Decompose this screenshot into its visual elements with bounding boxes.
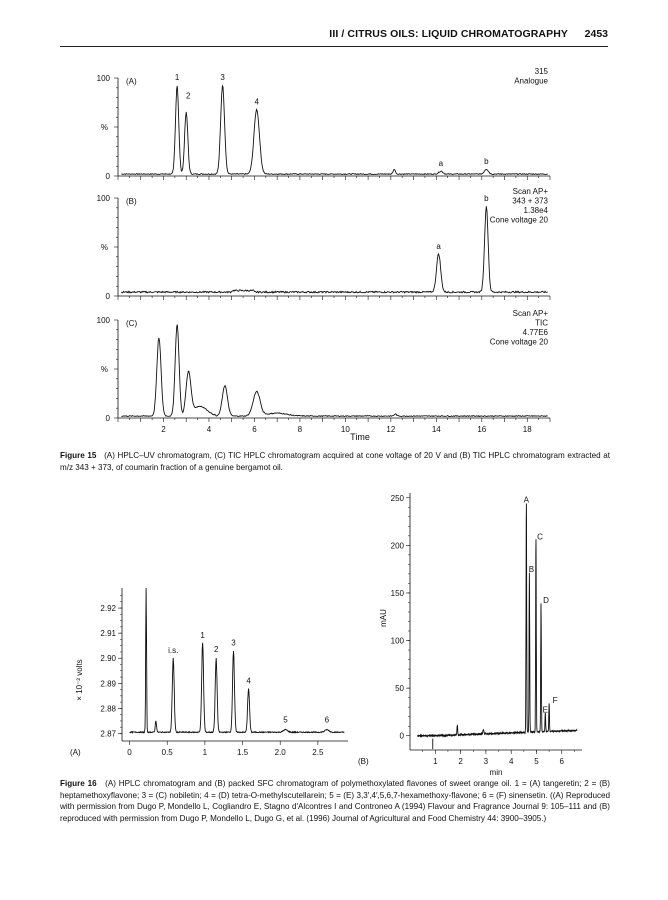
x-tick-label: 2.0 [274, 748, 286, 757]
x-tick-label: 0 [127, 748, 132, 757]
peak-label: a [438, 159, 444, 169]
peak-label: a [436, 241, 441, 251]
x-tick-label: 18 [522, 425, 532, 434]
panel-label: (A) [70, 748, 81, 757]
panel-info-line: Cone voltage 20 [489, 215, 548, 225]
x-tick-label: 6 [252, 425, 257, 434]
peak-label: 6 [324, 715, 330, 725]
figure-15-chromatograms [60, 58, 560, 446]
y-tick-label: 250 [390, 493, 404, 503]
panel-info-line: TIC [535, 318, 548, 328]
y-unit-label: % [100, 365, 108, 374]
panel-label: (B) [126, 197, 137, 206]
peak-label: 1 [200, 631, 205, 641]
header-rule [60, 46, 608, 47]
peak-label: 4 [246, 676, 251, 686]
chromatogram-trace [121, 206, 547, 293]
y-tick-label-bottom: 0 [105, 292, 110, 301]
y-tick-label-bottom: 0 [105, 414, 110, 423]
section-title: III / CITRUS OILS: LIQUID CHROMATOGRAPHY [329, 28, 568, 40]
peak-label: 3 [220, 72, 225, 82]
x-tick-label: 14 [431, 425, 441, 434]
y-unit-label: % [100, 243, 108, 252]
panel-info-line: 343 + 373 [512, 196, 548, 206]
y-axis-label: mAU [379, 609, 388, 627]
figure-15-caption [60, 450, 610, 473]
figure-16-caption-text: (A) HPLC chromatogram and (B) packed SFC chromatogram of polymethoxylated flavones of sweet orange oil. 1 = (A) tangeretin; 2 = (B) heptamethoxyflavone; 3 = (C) nobiletin; 4 = (D) tetra-O-methylscutellarein; 5 = (E) 3,3′,4′,5,6,7-hexamethoxy-flavone; 6 = (F) sinensetin. ((A) Reproduced with permission from Dugo P, Mondello L, Cogliandro E, Stagno d'Alcontres I and Controneo A (1994) Flavour and Fragrance Journal 9: 105–111 and (B) reproduced with permission from Dugo P, Mondello L, Dugo G, et al. (1996) Journal of Agricultural and Food Chemistry 44: 3900–3905.) [60, 779, 610, 823]
panel-info-line: 1.38e4 [523, 206, 548, 215]
y-tick-label: 0 [399, 731, 404, 741]
y-tick-label: 150 [390, 588, 404, 598]
figure-16b-sfc-chromatogram [350, 488, 610, 778]
x-tick-label: 6 [559, 757, 564, 766]
y-tick-label: 2.90 [100, 654, 116, 664]
x-tick-label: 2 [161, 425, 166, 434]
peak-label: 5 [283, 715, 288, 725]
page-number: 2453 [584, 28, 608, 40]
panel-c [97, 309, 550, 434]
y-tick-label: 200 [390, 541, 404, 551]
running-header [60, 28, 608, 44]
peak-label: B [528, 564, 535, 574]
peak-label: 4 [254, 97, 259, 107]
figure-16a-hplc-chromatogram [60, 580, 350, 764]
x-tick-label: 5 [534, 757, 539, 766]
peak-label: E [542, 705, 548, 715]
figure-15-caption-label: Figure 15 [60, 451, 97, 460]
x-tick-label: 1.5 [236, 748, 249, 757]
y-tick-label: 50 [395, 684, 404, 694]
chromatogram-trace [121, 325, 547, 417]
y-tick-label: 2.88 [100, 704, 116, 714]
x-tick-label: 2 [458, 757, 463, 766]
x-tick-label: 1 [202, 748, 208, 757]
x-tick-label: 1 [433, 757, 438, 766]
panel-label: (B) [358, 757, 369, 766]
panel-label: (A) [126, 77, 137, 86]
y-tick-label: 2.87 [100, 729, 116, 739]
x-tick-label: 3 [483, 757, 489, 766]
y-tick-label: 2.91 [100, 629, 116, 639]
x-tick-label: 8 [297, 425, 303, 434]
peak-label: 2 [185, 91, 191, 101]
y-tick-label-top: 100 [96, 194, 110, 203]
x-tick-label: 12 [386, 425, 396, 434]
panel-info-line: Scan AP+ [512, 309, 548, 318]
peak-label: A [523, 495, 530, 505]
y-unit-label: % [100, 123, 108, 132]
y-tick-label: 100 [390, 636, 404, 646]
peak-label: C [537, 532, 543, 542]
figure-16-caption [60, 778, 610, 824]
peak-label: F [552, 696, 558, 706]
figure-15-x-axis-label: Time [350, 432, 370, 442]
peak-label: i.s. [168, 646, 179, 656]
panel-info-line: 4.77E6 [522, 328, 548, 337]
y-axis-label: × 10⁻² volts [75, 659, 84, 701]
x-tick-label: 16 [477, 425, 487, 434]
peak-label: 1 [174, 72, 180, 82]
panel-b [97, 187, 550, 301]
peak-label: D [543, 596, 549, 606]
peak-label: b [484, 157, 489, 167]
y-tick-label-top: 100 [96, 74, 110, 83]
panel-info-line: Scan AP+ [512, 187, 548, 196]
panel-a [97, 67, 550, 181]
x-tick-label: 4 [508, 757, 514, 766]
y-tick-label: 2.92 [100, 604, 116, 614]
x-tick-label: 2.5 [312, 748, 324, 757]
figure-16-caption-label: Figure 16 [60, 779, 97, 788]
panel-info-line: 315 [534, 67, 548, 76]
x-tick-label: 10 [340, 425, 350, 434]
panel-info-line: Analogue [514, 76, 548, 86]
chromatogram-trace [130, 588, 345, 733]
peak-label: 3 [231, 638, 236, 648]
x-tick-label: 4 [206, 425, 212, 434]
panel-info-line: Cone voltage 20 [489, 337, 548, 347]
peak-label: b [484, 193, 489, 203]
figure-15-caption-text: (A) HPLC–UV chromatogram, (C) TIC HPLC chromatogram acquired at cone voltage of 20 V and (B) TIC HPLC chromatogram extracted at m/z 343 + 373, of coumarin fraction of a genuine bergamot oil. [60, 451, 610, 472]
panel-label: (C) [126, 319, 138, 328]
y-tick-label-bottom: 0 [105, 172, 110, 181]
y-tick-label-top: 100 [96, 316, 110, 325]
peak-label: 2 [213, 645, 219, 655]
y-tick-label: 2.89 [100, 679, 116, 689]
x-axis-label: min [489, 768, 503, 777]
x-tick-label: 0.5 [161, 748, 173, 757]
